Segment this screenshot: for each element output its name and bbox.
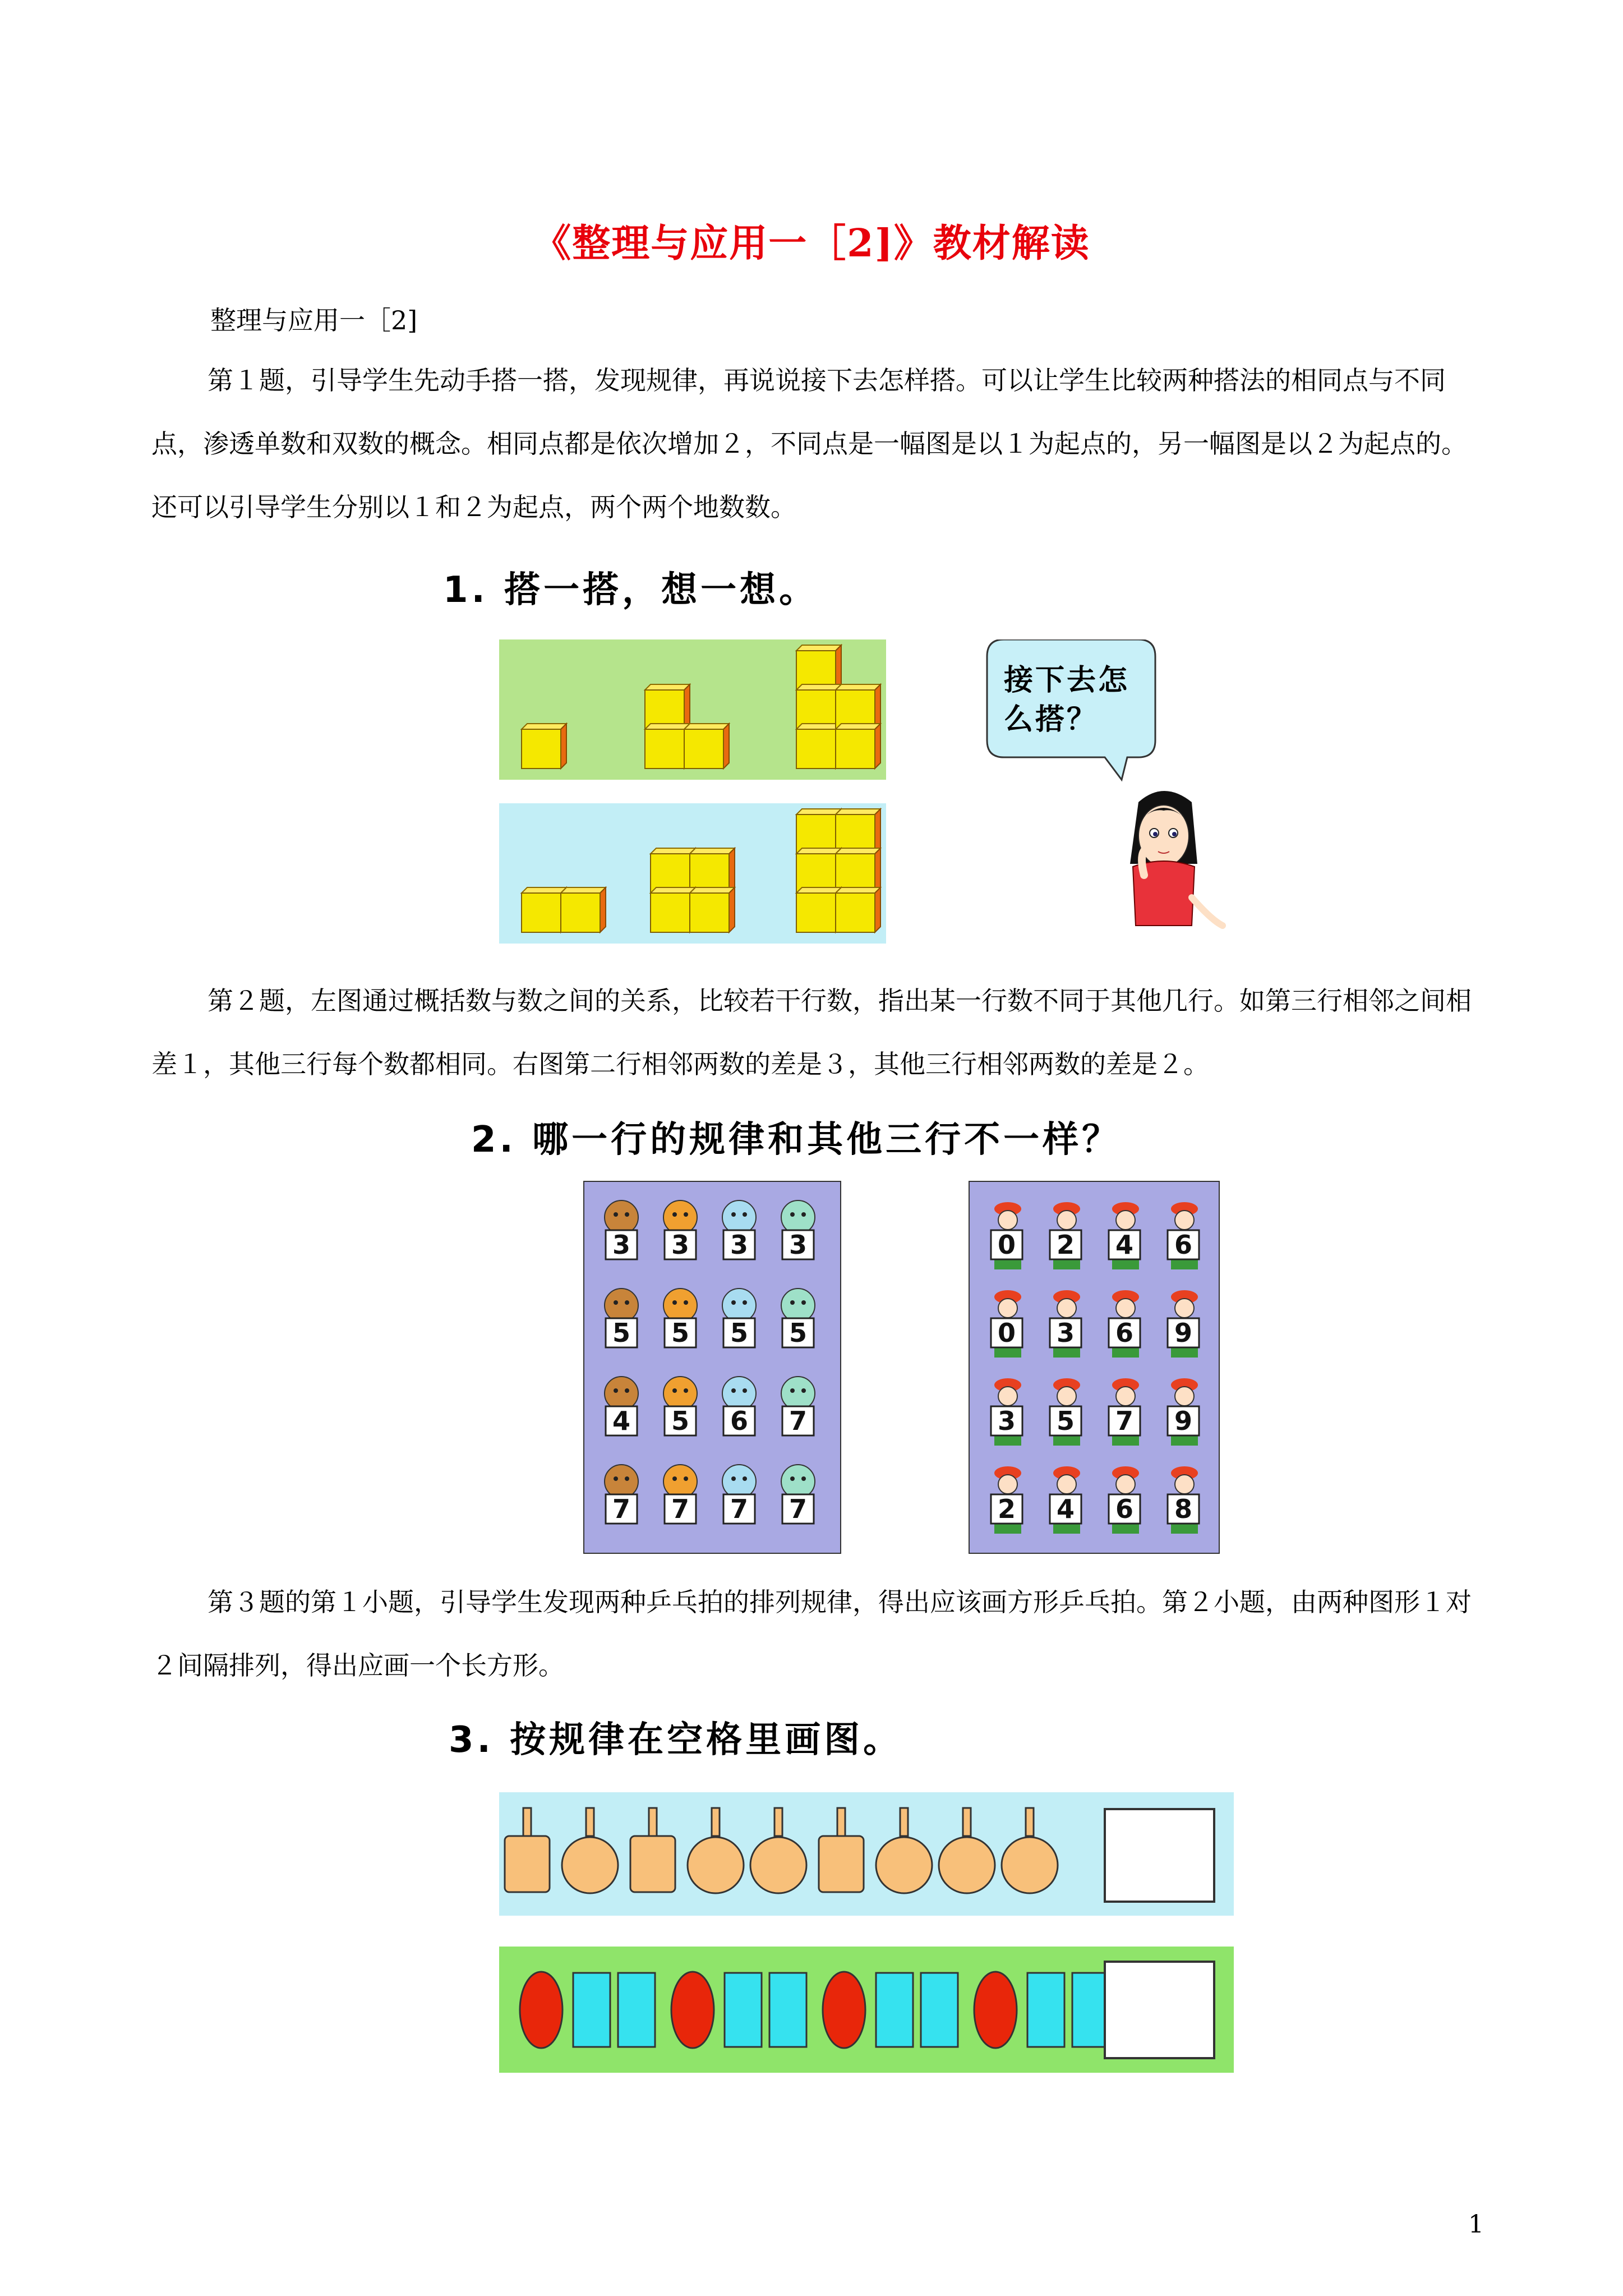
card-number: 0 [997, 1318, 1016, 1348]
animal-card [781, 1465, 815, 1524]
card-number: 6 [1115, 1318, 1134, 1348]
card-number: 2 [997, 1494, 1016, 1524]
card-number: 4 [1056, 1494, 1075, 1524]
paragraph-3: 第３题的第１小题，引导学生发现两种乒乓拍的排列规律，得出应该画方形乒乓拍。第２小题，由两种图形１对２间隔排列，得出应画一个长方形。 [151, 1587, 1472, 1681]
q2-left-panel [583, 1181, 841, 1554]
card-number: 7 [612, 1494, 631, 1524]
card-number: 2 [1056, 1230, 1075, 1260]
animal-card [781, 1289, 815, 1348]
question-1-heading: 1. 搭一搭，想一想。 [443, 569, 819, 611]
speech-text [1004, 661, 1129, 739]
animal-card [722, 1289, 756, 1348]
card-number: 3 [997, 1406, 1016, 1436]
card-number: 5 [1056, 1406, 1075, 1436]
card-number: 0 [997, 1230, 1016, 1260]
animal-card [781, 1377, 815, 1436]
animal-card [722, 1377, 756, 1436]
card-number: 3 [789, 1230, 808, 1260]
q2-right-panel [969, 1181, 1220, 1554]
cyan-rectangle [1027, 1973, 1064, 2047]
card-number: 7 [1115, 1406, 1134, 1436]
card-number: 7 [789, 1494, 808, 1524]
animal-card [663, 1377, 697, 1436]
card-number: 7 [730, 1494, 749, 1524]
question-3-heading: 3. 按规律在空格里画图。 [449, 1719, 903, 1761]
animal-card [605, 1200, 638, 1260]
animal-card [722, 1200, 756, 1260]
animal-card [605, 1465, 638, 1524]
card-number: 6 [1174, 1230, 1193, 1260]
card-number: 5 [671, 1406, 690, 1436]
page-title: 《整理与应用一［2]》教材解读 [533, 221, 1090, 266]
cyan-rectangle [618, 1973, 655, 2047]
red-ellipse [520, 1972, 562, 2048]
card-number: 9 [1174, 1406, 1193, 1436]
animal-card [722, 1465, 756, 1524]
card-number: 3 [1056, 1318, 1075, 1348]
question-1-figure [494, 639, 1251, 954]
cyan-rectangle [725, 1973, 762, 2047]
card-number: 3 [730, 1230, 749, 1260]
cyan-rectangle [921, 1973, 958, 2047]
card-number: 6 [730, 1406, 749, 1436]
card-number: 5 [789, 1318, 808, 1348]
card-number: 5 [612, 1318, 631, 1348]
question-2-heading: 2. 哪一行的规律和其他三行不一样？ [471, 1119, 1122, 1161]
blank-square-1 [1105, 1809, 1214, 1902]
girl-illustration [1130, 791, 1223, 926]
card-number: 5 [671, 1318, 690, 1348]
card-number: 4 [1115, 1230, 1134, 1260]
red-ellipse [974, 1972, 1017, 2048]
card-number: 6 [1115, 1494, 1134, 1524]
cyan-rectangle [876, 1973, 913, 2047]
blank-square-2 [1105, 1962, 1214, 2058]
card-number: 7 [671, 1494, 690, 1524]
red-ellipse [671, 1972, 714, 2048]
question-3-figure [494, 1792, 1242, 2073]
card-number: 5 [730, 1318, 749, 1348]
animal-card [781, 1200, 815, 1260]
card-number: 9 [1174, 1318, 1193, 1348]
card-number: 7 [789, 1406, 808, 1436]
card-number: 3 [612, 1230, 631, 1260]
card-number: 4 [612, 1406, 631, 1436]
card-number: 3 [671, 1230, 690, 1260]
paragraph-2: 第２题，左图通过概括数与数之间的关系，比较若干行数，指出某一行数不同于其他几行。如第三行相邻之间相差１，其他三行每个数都相同。右图第二行相邻两数的差是３，其他三行相邻两数的差是２。 [151, 986, 1472, 1079]
animal-card [663, 1465, 697, 1524]
card-number: 8 [1174, 1494, 1193, 1524]
cyan-rectangle [769, 1973, 806, 2047]
section-subtitle: 整理与应用一［2] [210, 305, 418, 335]
speech-line-2: 么搭？ [1004, 703, 1099, 737]
speech-line-1: 接下去怎 [1004, 664, 1130, 697]
cyan-rectangle [573, 1973, 610, 2047]
animal-card [605, 1377, 638, 1436]
red-ellipse [823, 1972, 865, 2048]
animal-card [663, 1200, 697, 1260]
animal-card [605, 1289, 638, 1348]
page-number: 1 [1468, 2210, 1484, 2239]
paragraph-1: 第１题，引导学生先动手搭一搭，发现规律，再说说接下去怎样搭。可以让学生比较两种搭法的相同点与不同点，渗透单数和双数的概念。相同点都是依次增加２，不同点是一幅图是以１为起点的，另一幅图是以２为起点的。还可以引导学生分别以１和２为起点，两个两个地数数。 [151, 365, 1467, 522]
animal-card [663, 1289, 697, 1348]
